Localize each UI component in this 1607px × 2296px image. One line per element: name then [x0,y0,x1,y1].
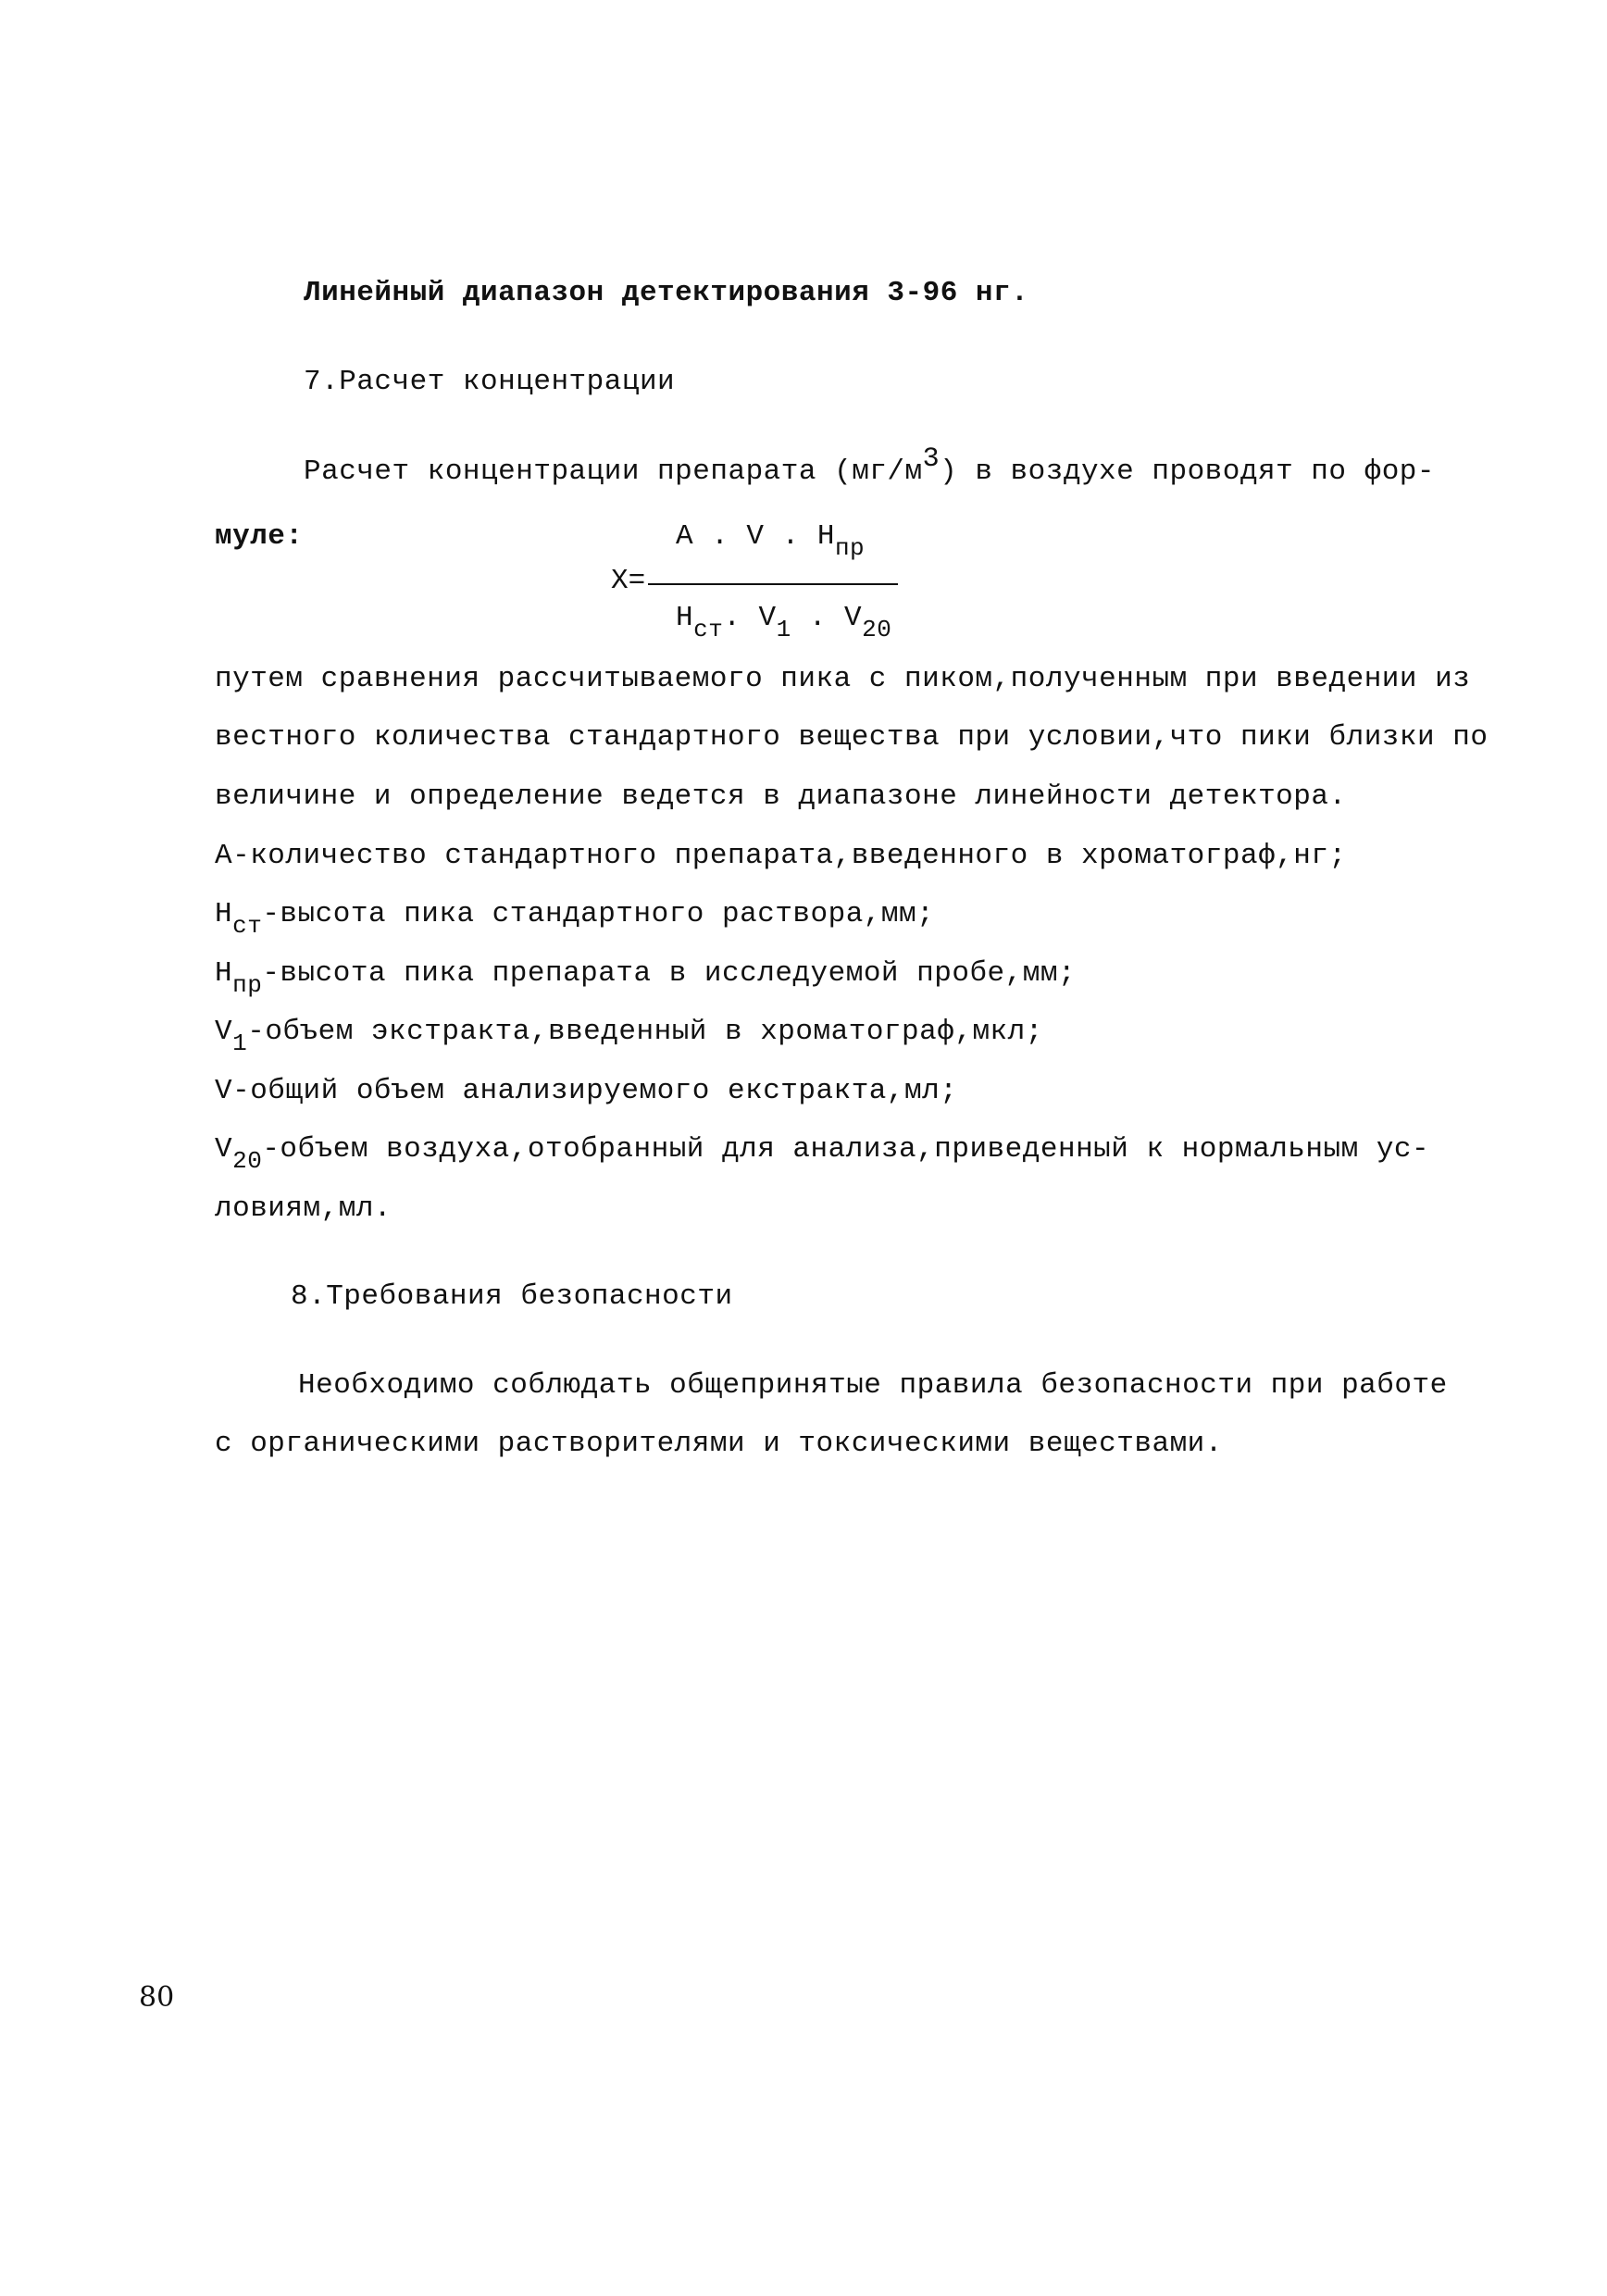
safety-line-1: Необходимо соблюдать общепринятые правила безопасности при работе [298,1369,1448,1402]
legend-h-st [215,896,935,940]
section-7-heading: 7.Расчет концентрации [304,366,676,398]
calc-intro-continuation: муле: [215,520,304,553]
unit-exponent: 3 [922,443,941,475]
numerator-subscript: пр [834,534,866,562]
den-v20-subscript: 20 [862,616,892,643]
numerator-terms: A . V . H [676,520,835,553]
legend-v: V-общий объем анализируемого екстракта,мл; [215,1075,958,1107]
calc-intro-line [304,443,1436,491]
formula-lhs: X= [611,565,646,597]
legend-h-pr-text: -высота пика препарата в исследуемой пробе,мм; [262,957,1077,990]
calc-intro-text: Расчет концентрации препарата (мг/м [304,455,923,488]
legend-v20-text: -объем воздуха,отобранный для анализа,приведенный к нормальным ус- [262,1133,1430,1166]
page-number: 80 [139,1981,175,2014]
den-h-subscript: ст [693,616,724,643]
legend-h-st-text: -высота пика стандартного раствора,мм; [262,898,935,930]
legend-v1-text: -объем экстракта,введенный в хроматограф,мкл; [247,1016,1043,1048]
den-v1: . V [723,602,777,634]
section-8-heading: 8.Требования безопасности [291,1280,733,1313]
den-h: H [676,602,694,634]
legend-v1 [215,1014,1043,1057]
legend-v20-subscript: 20 [232,1147,263,1175]
fraction-bar [648,583,898,585]
legend-h-pr-symbol: H [215,957,233,990]
legend-h-st-symbol: H [215,898,233,930]
calc-intro-text-rest: ) в воздухе проводят по фор- [940,455,1436,488]
den-v20: . V [791,602,863,634]
den-v1-subscript: 1 [776,616,791,643]
paragraph-line-3: величине и определение ведется в диапазоне линейности детектора. [215,780,1347,813]
legend-h-pr-subscript: пр [232,971,263,999]
legend-v20 [215,1131,1430,1175]
legend-v1-subscript: 1 [232,1029,248,1057]
safety-line-2: с органическими растворителями и токсическими веществами. [215,1428,1223,1460]
detection-range-line: Линейный диапазон детектирования 3-96 нг. [304,277,1029,309]
legend-h-st-subscript: ст [232,912,263,940]
paragraph-line-1: путем сравнения рассчитываемого пика с пиком,полученным при введении из [215,663,1471,695]
formula-numerator [676,518,866,562]
formula-denominator [676,600,892,643]
legend-v1-symbol: V [215,1016,233,1048]
legend-v20-continuation: ловиям,мл. [215,1192,392,1225]
legend-v20-symbol: V [215,1133,233,1166]
legend-a: A-количество стандартного препарата,введенного в хроматограф,нг; [215,840,1347,872]
paragraph-line-2: вестного количества стандартного вещества при условии,что пики близки по [215,721,1489,754]
legend-h-pr [215,955,1077,999]
concentration-formula [611,518,926,657]
